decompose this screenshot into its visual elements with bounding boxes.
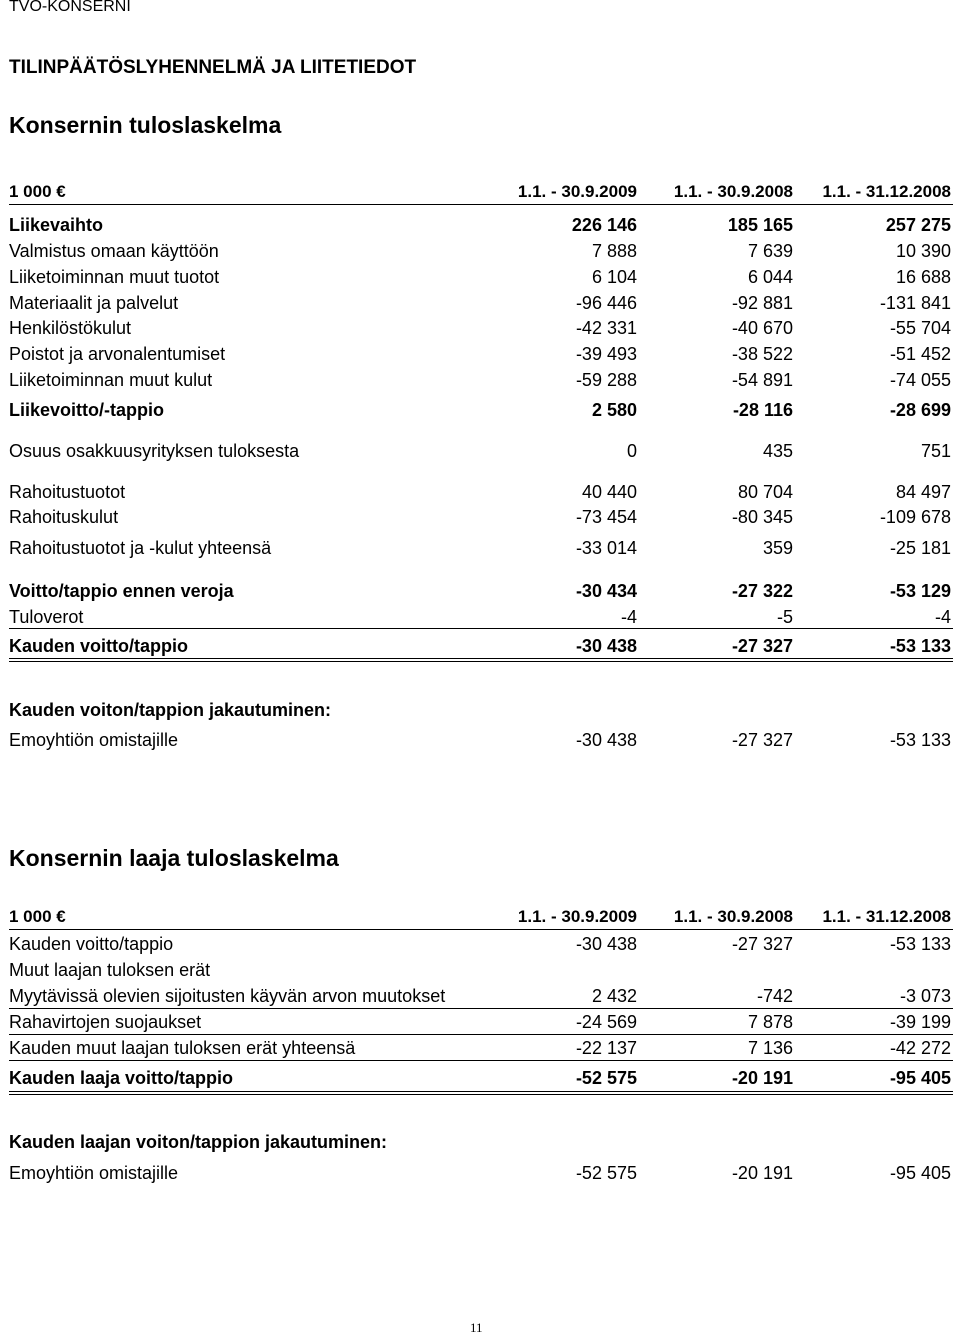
row-value: -4 (934, 607, 951, 627)
row-value: 2 432 (591, 986, 637, 1006)
row-value: 359 (762, 538, 793, 558)
row-label: Emoyhtiön omistajille (9, 730, 179, 750)
row-value: -33 014 (575, 538, 637, 558)
distribution-title (9, 697, 953, 723)
row-label: Kauden laaja voitto/tappio (9, 1068, 234, 1088)
table-row (9, 983, 953, 1009)
row-value: 751 (920, 441, 951, 461)
row-label: Liikevoitto/-tappio (9, 400, 164, 420)
row-label: Emoyhtiön omistajille (9, 1163, 179, 1183)
row-label: Myytävissä olevien sijoitusten käyvän arvon muutokset (9, 986, 446, 1006)
row-value: -22 137 (575, 1038, 637, 1058)
row-value: -53 133 (889, 934, 951, 954)
row-value: -39 199 (889, 1012, 951, 1032)
row-value: -54 891 (731, 370, 793, 390)
row-label: Materiaalit ja palvelut (9, 293, 179, 313)
row-label: Liikevaihto (9, 215, 104, 235)
row-value: -109 678 (879, 507, 951, 527)
row-value: -73 454 (575, 507, 637, 527)
row-value: 185 165 (727, 215, 793, 235)
row-value: -59 288 (575, 370, 637, 390)
row-label: Rahoitustuotot (9, 482, 126, 502)
row-label: Tuloverot (9, 607, 84, 627)
column-header-2008-q3: 1.1. - 30.9.2008 (673, 907, 793, 926)
column-header-2009-q3: 1.1. - 30.9.2009 (517, 907, 637, 926)
row-value: -92 881 (731, 293, 793, 313)
income-statement-title: Konsernin tuloslaskelma (9, 112, 282, 138)
company-name: TVO-KONSERNI (9, 0, 131, 15)
double-rule (9, 658, 953, 662)
row-value: -55 704 (889, 318, 951, 338)
row-label: Kauden laajan voiton/tappion jakautuminen: (9, 1132, 388, 1152)
row-value: 226 146 (571, 215, 637, 235)
unit-label: 1 000 € (9, 182, 66, 201)
table-row (9, 315, 953, 341)
row-label: Kauden muut laajan tuloksen erät yhteensä (9, 1038, 356, 1058)
table-row (9, 438, 953, 464)
table-row (9, 367, 953, 393)
row-value: 6 104 (591, 267, 637, 287)
row-value: -53 129 (889, 581, 951, 601)
row-value: -39 493 (575, 344, 637, 364)
row-value: -27 322 (731, 581, 793, 601)
row-label: Rahoituskulut (9, 507, 119, 527)
row-value: -52 575 (575, 1068, 637, 1088)
row-value: -80 345 (731, 507, 793, 527)
row-value: -95 405 (889, 1163, 951, 1183)
page-title: TILINPÄÄTÖSLYHENNELMÄ JA LIITETIEDOT (9, 57, 417, 78)
row-value: -20 191 (731, 1163, 793, 1183)
row-value: -52 575 (575, 1163, 637, 1183)
table-row-liikevaihto (9, 212, 953, 238)
row-label: Muut laajan tuloksen erät (9, 960, 211, 980)
row-value: -742 (756, 986, 793, 1006)
double-rule (9, 1091, 953, 1095)
comprehensive-income-title: Konsernin laaja tuloslaskelma (9, 845, 339, 871)
row-value: 16 688 (895, 267, 951, 287)
table-row (9, 535, 953, 561)
row-label: Rahoitustuotot ja -kulut yhteensä (9, 538, 272, 558)
row-label: Kauden voitto/tappio (9, 934, 174, 954)
row-value: -40 670 (731, 318, 793, 338)
row-value: -74 055 (889, 370, 951, 390)
row-label: Henkilöstökulut (9, 318, 132, 338)
row-value: -5 (776, 607, 793, 627)
row-value: -53 133 (889, 636, 951, 656)
table-row (9, 957, 953, 983)
page-number: 11 (470, 1320, 483, 1335)
row-value: -27 327 (731, 934, 793, 954)
table-row (9, 504, 953, 530)
row-value: 0 (626, 441, 637, 461)
row-value: 435 (762, 441, 793, 461)
table-row-distribution (9, 727, 953, 753)
row-value: -38 522 (731, 344, 793, 364)
row-value: -30 438 (575, 636, 637, 656)
row-value: -95 405 (889, 1068, 951, 1088)
unit-label: 1 000 € (9, 907, 66, 926)
row-value: -96 446 (575, 293, 637, 313)
table-row (9, 238, 953, 264)
table-row-profit-before-tax (9, 578, 953, 604)
row-value: -20 191 (731, 1068, 793, 1088)
row-value: 7 639 (747, 241, 793, 261)
table-row (9, 341, 953, 367)
row-value: 2 580 (591, 400, 637, 420)
row-value: 80 704 (737, 482, 793, 502)
row-value: -30 438 (575, 934, 637, 954)
column-header-2008-q3: 1.1. - 30.9.2008 (673, 182, 793, 201)
table-row (9, 1009, 953, 1035)
row-value: 10 390 (895, 241, 951, 261)
header-rule (9, 204, 953, 205)
row-value: -27 327 (731, 636, 793, 656)
row-value: 40 440 (581, 482, 637, 502)
row-label: Kauden voiton/tappion jakautuminen: (9, 700, 332, 720)
table-row (9, 931, 953, 957)
row-value: -3 073 (899, 986, 951, 1006)
row-value: 7 878 (747, 1012, 793, 1032)
comprehensive-income-column-header (9, 904, 953, 930)
row-value: -28 699 (889, 400, 951, 420)
row-value: -131 841 (879, 293, 951, 313)
row-value: 6 044 (747, 267, 793, 287)
total-rule (9, 1060, 953, 1061)
column-header-2009-q3: 1.1. - 30.9.2009 (517, 182, 637, 201)
row-label: Voitto/tappio ennen veroja (9, 581, 234, 601)
income-statement-column-header (9, 179, 953, 205)
table-row (9, 604, 953, 630)
row-value: 84 497 (895, 482, 951, 502)
row-value: -42 331 (575, 318, 637, 338)
row-value: -51 452 (889, 344, 951, 364)
row-value: 7 888 (591, 241, 637, 261)
table-row (9, 479, 953, 505)
row-value: 257 275 (885, 215, 951, 235)
row-label: Rahavirtojen suojaukset (9, 1012, 202, 1032)
row-value: -25 181 (889, 538, 951, 558)
row-label: Liiketoiminnan muut kulut (9, 370, 213, 390)
table-row (9, 264, 953, 290)
row-value: -53 133 (889, 730, 951, 750)
distribution-title (9, 1129, 953, 1155)
row-value: 7 136 (747, 1038, 793, 1058)
row-value: -30 438 (575, 730, 637, 750)
table-row-period-result (9, 633, 953, 659)
row-value: -28 116 (732, 400, 793, 420)
column-header-2008-full-year: 1.1. - 31.12.2008 (822, 907, 951, 926)
row-label: Kauden voitto/tappio (9, 636, 188, 656)
row-label: Valmistus omaan käyttöön (9, 241, 219, 261)
table-row (9, 1035, 953, 1061)
row-value: -24 569 (575, 1012, 637, 1032)
row-value: -42 272 (889, 1038, 951, 1058)
total-rule (9, 628, 953, 629)
row-value: -30 434 (575, 581, 637, 601)
row-value: -4 (620, 607, 637, 627)
row-label: Poistot ja arvonalentumiset (9, 344, 226, 364)
table-row (9, 290, 953, 316)
row-label: Osuus osakkuusyrityksen tuloksesta (9, 441, 300, 461)
header-rule (9, 929, 953, 930)
table-row-comprehensive-result (9, 1065, 953, 1091)
table-row-distribution (9, 1160, 953, 1186)
row-label: Liiketoiminnan muut tuotot (9, 267, 220, 287)
row-value: -27 327 (731, 730, 793, 750)
column-header-2008-full-year: 1.1. - 31.12.2008 (822, 182, 951, 201)
table-row-liikevoitto (9, 397, 953, 423)
